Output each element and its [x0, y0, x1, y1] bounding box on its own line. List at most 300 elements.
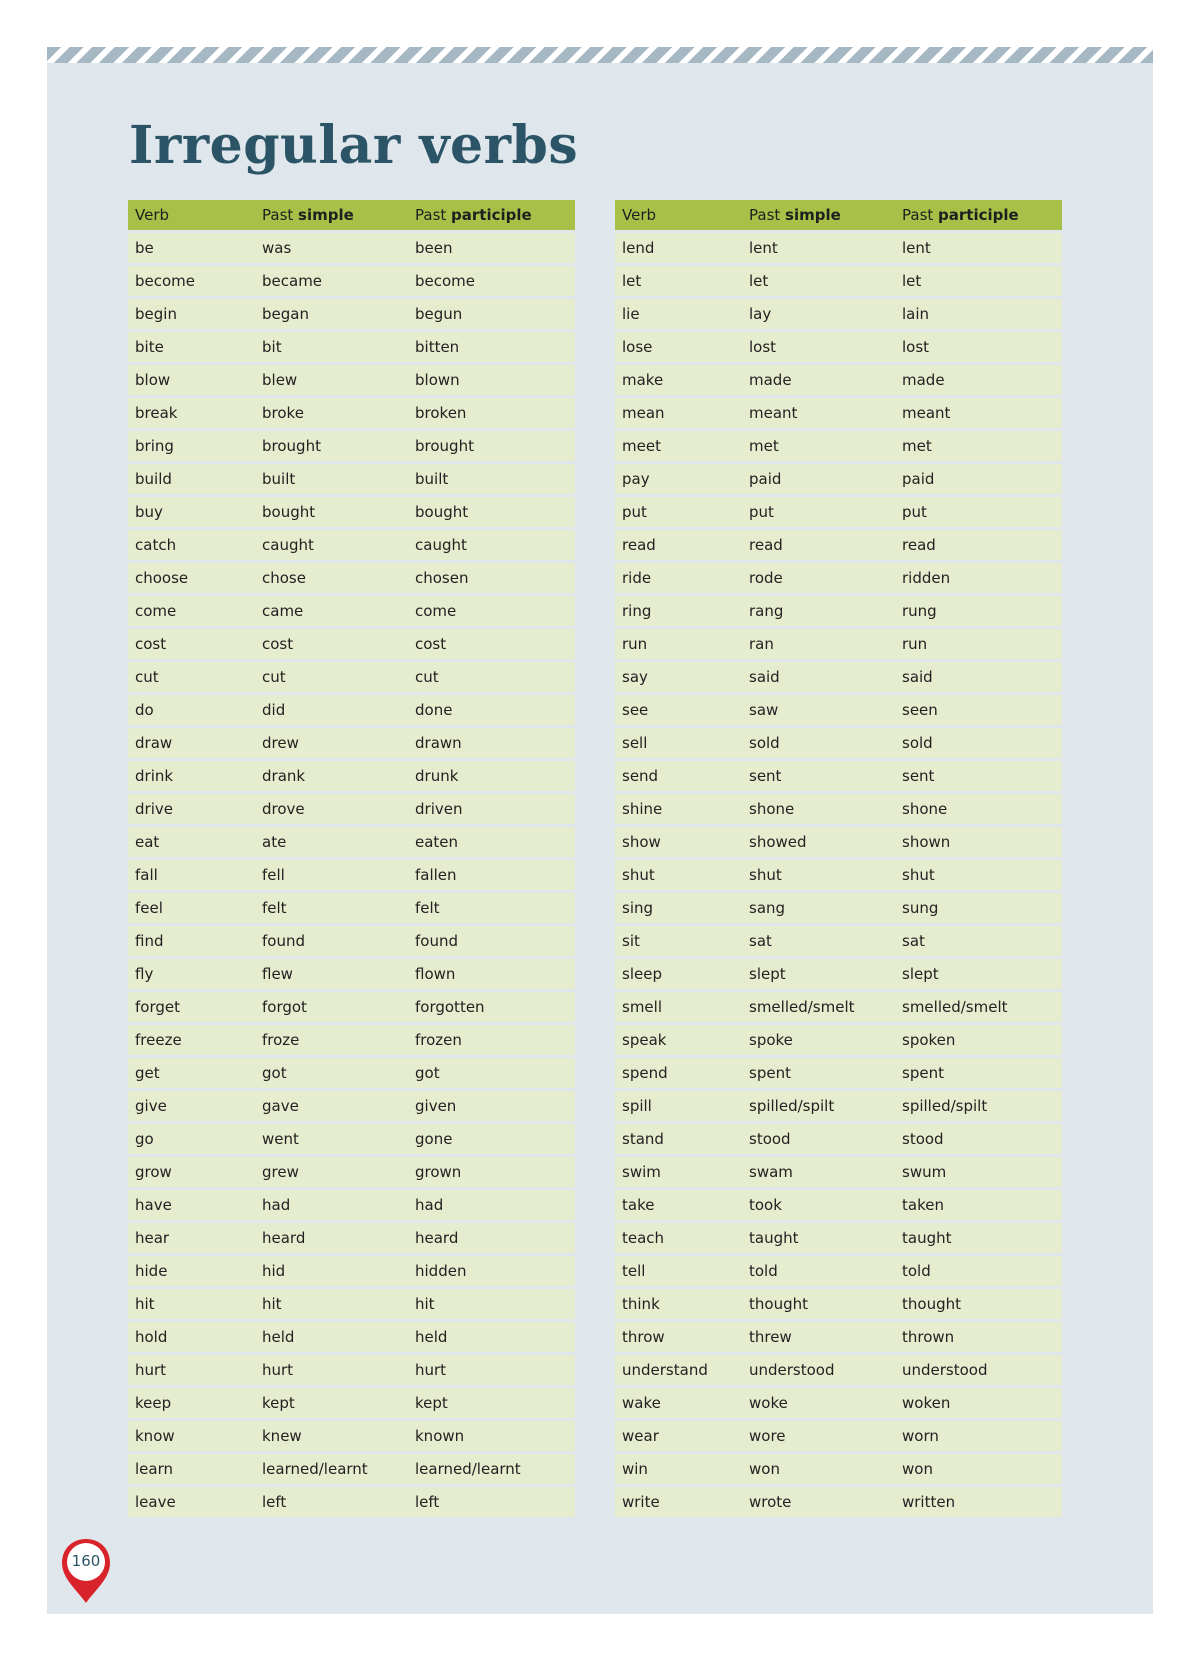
cell-verb: understand	[615, 1355, 742, 1385]
cell-past-simple: bought	[255, 497, 408, 527]
table-row	[128, 860, 575, 890]
cell-past-simple: shut	[742, 860, 895, 890]
cell-verb: buy	[128, 497, 255, 527]
cell-past-participle: spilled/spilt	[895, 1091, 1062, 1121]
cell-past-participle: fallen	[408, 860, 575, 890]
table-row	[128, 1157, 575, 1187]
cell-verb: come	[128, 596, 255, 626]
table-row	[615, 662, 1062, 692]
table-row	[615, 728, 1062, 758]
table-row	[128, 1487, 575, 1517]
cell-verb: mean	[615, 398, 742, 428]
table-row	[128, 761, 575, 791]
table-row	[128, 1058, 575, 1088]
cell-verb: become	[128, 266, 255, 296]
cell-past-simple: lay	[742, 299, 895, 329]
table-row	[128, 1190, 575, 1220]
table-row	[615, 1256, 1062, 1286]
cell-past-participle: run	[895, 629, 1062, 659]
cell-past-participle: understood	[895, 1355, 1062, 1385]
table-row	[128, 959, 575, 989]
cell-past-participle: forgotten	[408, 992, 575, 1022]
cell-past-participle: meant	[895, 398, 1062, 428]
table-row	[128, 332, 575, 362]
cell-past-simple: met	[742, 431, 895, 461]
table-header-row	[128, 200, 575, 230]
cell-past-simple: cost	[255, 629, 408, 659]
cell-past-simple: wore	[742, 1421, 895, 1451]
table-row	[128, 1124, 575, 1154]
header-past-simple: Past simple	[742, 200, 895, 230]
table-row	[615, 1355, 1062, 1385]
cell-past-simple: won	[742, 1454, 895, 1484]
cell-past-simple: sang	[742, 893, 895, 923]
cell-past-participle: written	[895, 1487, 1062, 1517]
cell-past-simple: knew	[255, 1421, 408, 1451]
cell-past-simple: brought	[255, 431, 408, 461]
table-row	[128, 1223, 575, 1253]
cell-verb: be	[128, 233, 255, 263]
cell-past-simple: caught	[255, 530, 408, 560]
table-row	[615, 1190, 1062, 1220]
table-row	[615, 563, 1062, 593]
cell-past-simple: said	[742, 662, 895, 692]
table-row	[128, 266, 575, 296]
cell-past-participle: bought	[408, 497, 575, 527]
cell-past-participle: put	[895, 497, 1062, 527]
table-header-row	[615, 200, 1062, 230]
table-row	[128, 992, 575, 1022]
cell-past-simple: forgot	[255, 992, 408, 1022]
cell-verb: blow	[128, 365, 255, 395]
verbs-table-right	[615, 197, 1062, 1520]
page-title: Irregular verbs	[129, 115, 579, 176]
cell-past-simple: put	[742, 497, 895, 527]
table-row	[128, 926, 575, 956]
cell-past-participle: seen	[895, 695, 1062, 725]
table-row	[128, 431, 575, 461]
table-row	[128, 299, 575, 329]
cell-past-participle: met	[895, 431, 1062, 461]
cell-verb: make	[615, 365, 742, 395]
map-pin-icon	[60, 1537, 112, 1605]
cell-past-participle: done	[408, 695, 575, 725]
cell-past-participle: shown	[895, 827, 1062, 857]
cell-verb: grow	[128, 1157, 255, 1187]
cell-past-participle: won	[895, 1454, 1062, 1484]
cell-past-simple: threw	[742, 1322, 895, 1352]
cell-verb: draw	[128, 728, 255, 758]
striped-top-border	[47, 47, 1153, 63]
cell-past-participle: brought	[408, 431, 575, 461]
page-panel	[47, 47, 1153, 1614]
cell-verb: sleep	[615, 959, 742, 989]
verbs-table-left	[128, 197, 575, 1520]
cell-verb: catch	[128, 530, 255, 560]
cell-past-simple: became	[255, 266, 408, 296]
table-row	[128, 464, 575, 494]
table-row	[128, 497, 575, 527]
cell-past-simple: ate	[255, 827, 408, 857]
cell-past-participle: swum	[895, 1157, 1062, 1187]
cell-verb: read	[615, 530, 742, 560]
cell-verb: find	[128, 926, 255, 956]
table-row	[615, 1124, 1062, 1154]
cell-verb: do	[128, 695, 255, 725]
table-row	[128, 365, 575, 395]
table-row	[128, 1091, 575, 1121]
table-row	[615, 992, 1062, 1022]
cell-past-participle: bitten	[408, 332, 575, 362]
table-row	[615, 761, 1062, 791]
cell-past-simple: came	[255, 596, 408, 626]
cell-past-simple: did	[255, 695, 408, 725]
cell-past-participle: sent	[895, 761, 1062, 791]
cell-past-simple: blew	[255, 365, 408, 395]
cell-past-participle: rung	[895, 596, 1062, 626]
cell-verb: feel	[128, 893, 255, 923]
cell-past-simple: drove	[255, 794, 408, 824]
cell-past-participle: woken	[895, 1388, 1062, 1418]
cell-past-participle: sat	[895, 926, 1062, 956]
cell-verb: say	[615, 662, 742, 692]
cell-verb: sell	[615, 728, 742, 758]
cell-past-participle: smelled/smelt	[895, 992, 1062, 1022]
cell-past-simple: shone	[742, 794, 895, 824]
table-row	[615, 530, 1062, 560]
cell-verb: leave	[128, 1487, 255, 1517]
cell-verb: fall	[128, 860, 255, 890]
cell-past-simple: thought	[742, 1289, 895, 1319]
cell-past-simple: lost	[742, 332, 895, 362]
cell-past-participle: shut	[895, 860, 1062, 890]
cell-verb: cut	[128, 662, 255, 692]
cell-past-participle: been	[408, 233, 575, 263]
cell-past-simple: understood	[742, 1355, 895, 1385]
cell-past-simple: found	[255, 926, 408, 956]
cell-past-participle: told	[895, 1256, 1062, 1286]
cell-past-participle: cut	[408, 662, 575, 692]
table-row	[128, 530, 575, 560]
cell-verb: ring	[615, 596, 742, 626]
table-row	[615, 431, 1062, 461]
cell-past-simple: slept	[742, 959, 895, 989]
header-past-participle: Past participle	[895, 200, 1062, 230]
table-row	[615, 596, 1062, 626]
table-row	[615, 959, 1062, 989]
cell-past-simple: spoke	[742, 1025, 895, 1055]
header-verb: Verb	[615, 200, 742, 230]
cell-past-participle: held	[408, 1322, 575, 1352]
cell-past-participle: blown	[408, 365, 575, 395]
cell-verb: drive	[128, 794, 255, 824]
table-body	[128, 233, 575, 1517]
table-row	[615, 398, 1062, 428]
header-verb: Verb	[128, 200, 255, 230]
table-row	[615, 266, 1062, 296]
cell-verb: put	[615, 497, 742, 527]
table-row	[615, 1421, 1062, 1451]
cell-past-participle: hit	[408, 1289, 575, 1319]
cell-past-participle: come	[408, 596, 575, 626]
cell-past-participle: read	[895, 530, 1062, 560]
cell-past-participle: gone	[408, 1124, 575, 1154]
cell-past-simple: stood	[742, 1124, 895, 1154]
cell-past-participle: slept	[895, 959, 1062, 989]
table-row	[615, 794, 1062, 824]
cell-verb: write	[615, 1487, 742, 1517]
cell-past-participle: lain	[895, 299, 1062, 329]
table-row	[128, 1322, 575, 1352]
cell-verb: think	[615, 1289, 742, 1319]
cell-verb: swim	[615, 1157, 742, 1187]
table-row	[128, 596, 575, 626]
cell-past-participle: ridden	[895, 563, 1062, 593]
cell-past-simple: began	[255, 299, 408, 329]
cell-past-participle: worn	[895, 1421, 1062, 1451]
cell-past-simple: ran	[742, 629, 895, 659]
cell-verb: smell	[615, 992, 742, 1022]
cell-verb: know	[128, 1421, 255, 1451]
cell-past-participle: heard	[408, 1223, 575, 1253]
cell-verb: forget	[128, 992, 255, 1022]
cell-past-simple: built	[255, 464, 408, 494]
table-row	[128, 827, 575, 857]
table-row	[128, 233, 575, 263]
cell-verb: go	[128, 1124, 255, 1154]
cell-past-simple: lent	[742, 233, 895, 263]
table-body	[615, 233, 1062, 1517]
cell-past-participle: learned/learnt	[408, 1454, 575, 1484]
cell-past-participle: hidden	[408, 1256, 575, 1286]
cell-verb: let	[615, 266, 742, 296]
cell-verb: win	[615, 1454, 742, 1484]
cell-verb: keep	[128, 1388, 255, 1418]
table-row	[615, 1454, 1062, 1484]
cell-verb: break	[128, 398, 255, 428]
cell-past-simple: froze	[255, 1025, 408, 1055]
cell-verb: drink	[128, 761, 255, 791]
cell-past-participle: thought	[895, 1289, 1062, 1319]
table-row	[615, 365, 1062, 395]
cell-past-simple: showed	[742, 827, 895, 857]
cell-past-simple: meant	[742, 398, 895, 428]
cell-past-participle: broken	[408, 398, 575, 428]
cell-verb: hear	[128, 1223, 255, 1253]
cell-past-participle: built	[408, 464, 575, 494]
table-row	[615, 1025, 1062, 1055]
cell-verb: take	[615, 1190, 742, 1220]
cell-verb: get	[128, 1058, 255, 1088]
cell-verb: choose	[128, 563, 255, 593]
cell-past-simple: bit	[255, 332, 408, 362]
cell-past-simple: spent	[742, 1058, 895, 1088]
table-row	[615, 332, 1062, 362]
cell-past-participle: eaten	[408, 827, 575, 857]
cell-verb: tell	[615, 1256, 742, 1286]
cell-past-simple: hit	[255, 1289, 408, 1319]
cell-past-simple: grew	[255, 1157, 408, 1187]
cell-verb: hit	[128, 1289, 255, 1319]
cell-past-simple: held	[255, 1322, 408, 1352]
cell-past-simple: hurt	[255, 1355, 408, 1385]
table-row	[615, 926, 1062, 956]
table-row	[615, 1289, 1062, 1319]
cell-past-simple: told	[742, 1256, 895, 1286]
cell-past-simple: paid	[742, 464, 895, 494]
cell-past-simple: chose	[255, 563, 408, 593]
cell-past-participle: hurt	[408, 1355, 575, 1385]
cell-past-participle: lent	[895, 233, 1062, 263]
cell-past-simple: learned/learnt	[255, 1454, 408, 1484]
cell-past-simple: sold	[742, 728, 895, 758]
cell-verb: see	[615, 695, 742, 725]
table-row	[128, 893, 575, 923]
cell-past-participle: sung	[895, 893, 1062, 923]
table-row	[128, 398, 575, 428]
cell-verb: give	[128, 1091, 255, 1121]
table-row	[128, 695, 575, 725]
cell-verb: build	[128, 464, 255, 494]
cell-past-participle: paid	[895, 464, 1062, 494]
cell-verb: hurt	[128, 1355, 255, 1385]
table-row	[615, 1223, 1062, 1253]
cell-past-simple: let	[742, 266, 895, 296]
cell-past-participle: left	[408, 1487, 575, 1517]
cell-verb: have	[128, 1190, 255, 1220]
cell-past-participle: stood	[895, 1124, 1062, 1154]
cell-verb: shut	[615, 860, 742, 890]
cell-past-simple: got	[255, 1058, 408, 1088]
cell-past-participle: drunk	[408, 761, 575, 791]
cell-past-participle: got	[408, 1058, 575, 1088]
cell-past-simple: wrote	[742, 1487, 895, 1517]
cell-verb: fly	[128, 959, 255, 989]
cell-verb: bite	[128, 332, 255, 362]
page-number: 160	[71, 1552, 101, 1570]
table-row	[128, 794, 575, 824]
table-row	[128, 1388, 575, 1418]
cell-verb: teach	[615, 1223, 742, 1253]
table-row	[615, 1487, 1062, 1517]
cell-past-participle: spoken	[895, 1025, 1062, 1055]
table-row	[615, 827, 1062, 857]
cell-past-simple: spilled/spilt	[742, 1091, 895, 1121]
cell-verb: shine	[615, 794, 742, 824]
cell-verb: stand	[615, 1124, 742, 1154]
cell-past-participle: taken	[895, 1190, 1062, 1220]
table-row	[615, 464, 1062, 494]
cell-past-simple: took	[742, 1190, 895, 1220]
cell-verb: show	[615, 827, 742, 857]
cell-verb: spend	[615, 1058, 742, 1088]
cell-past-participle: felt	[408, 893, 575, 923]
header-past-participle: Past participle	[408, 200, 575, 230]
table-row	[128, 1256, 575, 1286]
table-row	[615, 233, 1062, 263]
cell-past-simple: flew	[255, 959, 408, 989]
cell-past-simple: went	[255, 1124, 408, 1154]
cell-past-simple: fell	[255, 860, 408, 890]
cell-past-simple: drew	[255, 728, 408, 758]
cell-past-participle: sold	[895, 728, 1062, 758]
table-row	[615, 1322, 1062, 1352]
table-row	[128, 728, 575, 758]
cell-verb: send	[615, 761, 742, 791]
cell-past-participle: grown	[408, 1157, 575, 1187]
cell-past-simple: sent	[742, 761, 895, 791]
cell-past-simple: broke	[255, 398, 408, 428]
table-row	[128, 563, 575, 593]
cell-past-simple: drank	[255, 761, 408, 791]
cell-past-simple: gave	[255, 1091, 408, 1121]
cell-past-simple: kept	[255, 1388, 408, 1418]
cell-verb: lend	[615, 233, 742, 263]
cell-past-simple: read	[742, 530, 895, 560]
cell-past-participle: known	[408, 1421, 575, 1451]
cell-past-participle: become	[408, 266, 575, 296]
table-row	[615, 893, 1062, 923]
cell-verb: spill	[615, 1091, 742, 1121]
table-row	[615, 497, 1062, 527]
table-row	[128, 662, 575, 692]
header-past-simple: Past simple	[255, 200, 408, 230]
cell-past-simple: saw	[742, 695, 895, 725]
cell-past-participle: frozen	[408, 1025, 575, 1055]
cell-verb: wake	[615, 1388, 742, 1418]
cell-past-participle: let	[895, 266, 1062, 296]
cell-verb: throw	[615, 1322, 742, 1352]
table-row	[615, 1058, 1062, 1088]
cell-past-simple: rang	[742, 596, 895, 626]
cell-past-simple: woke	[742, 1388, 895, 1418]
cell-past-participle: found	[408, 926, 575, 956]
cell-past-participle: drawn	[408, 728, 575, 758]
cell-past-participle: made	[895, 365, 1062, 395]
cell-verb: run	[615, 629, 742, 659]
cell-past-participle: begun	[408, 299, 575, 329]
cell-past-participle: caught	[408, 530, 575, 560]
cell-verb: lose	[615, 332, 742, 362]
cell-past-simple: left	[255, 1487, 408, 1517]
cell-past-participle: thrown	[895, 1322, 1062, 1352]
table-row	[615, 1091, 1062, 1121]
cell-past-simple: hid	[255, 1256, 408, 1286]
cell-past-participle: cost	[408, 629, 575, 659]
cell-verb: ride	[615, 563, 742, 593]
table-row	[615, 299, 1062, 329]
cell-past-participle: shone	[895, 794, 1062, 824]
cell-verb: eat	[128, 827, 255, 857]
cell-past-simple: had	[255, 1190, 408, 1220]
cell-verb: speak	[615, 1025, 742, 1055]
table-row	[128, 1454, 575, 1484]
table-row	[128, 1289, 575, 1319]
cell-past-simple: cut	[255, 662, 408, 692]
cell-verb: begin	[128, 299, 255, 329]
table-row	[128, 1355, 575, 1385]
cell-past-participle: spent	[895, 1058, 1062, 1088]
table-row	[615, 1157, 1062, 1187]
cell-verb: cost	[128, 629, 255, 659]
cell-past-participle: given	[408, 1091, 575, 1121]
table-row	[128, 1025, 575, 1055]
cell-past-participle: taught	[895, 1223, 1062, 1253]
cell-past-participle: driven	[408, 794, 575, 824]
table-row	[615, 695, 1062, 725]
cell-past-participle: lost	[895, 332, 1062, 362]
cell-verb: hold	[128, 1322, 255, 1352]
